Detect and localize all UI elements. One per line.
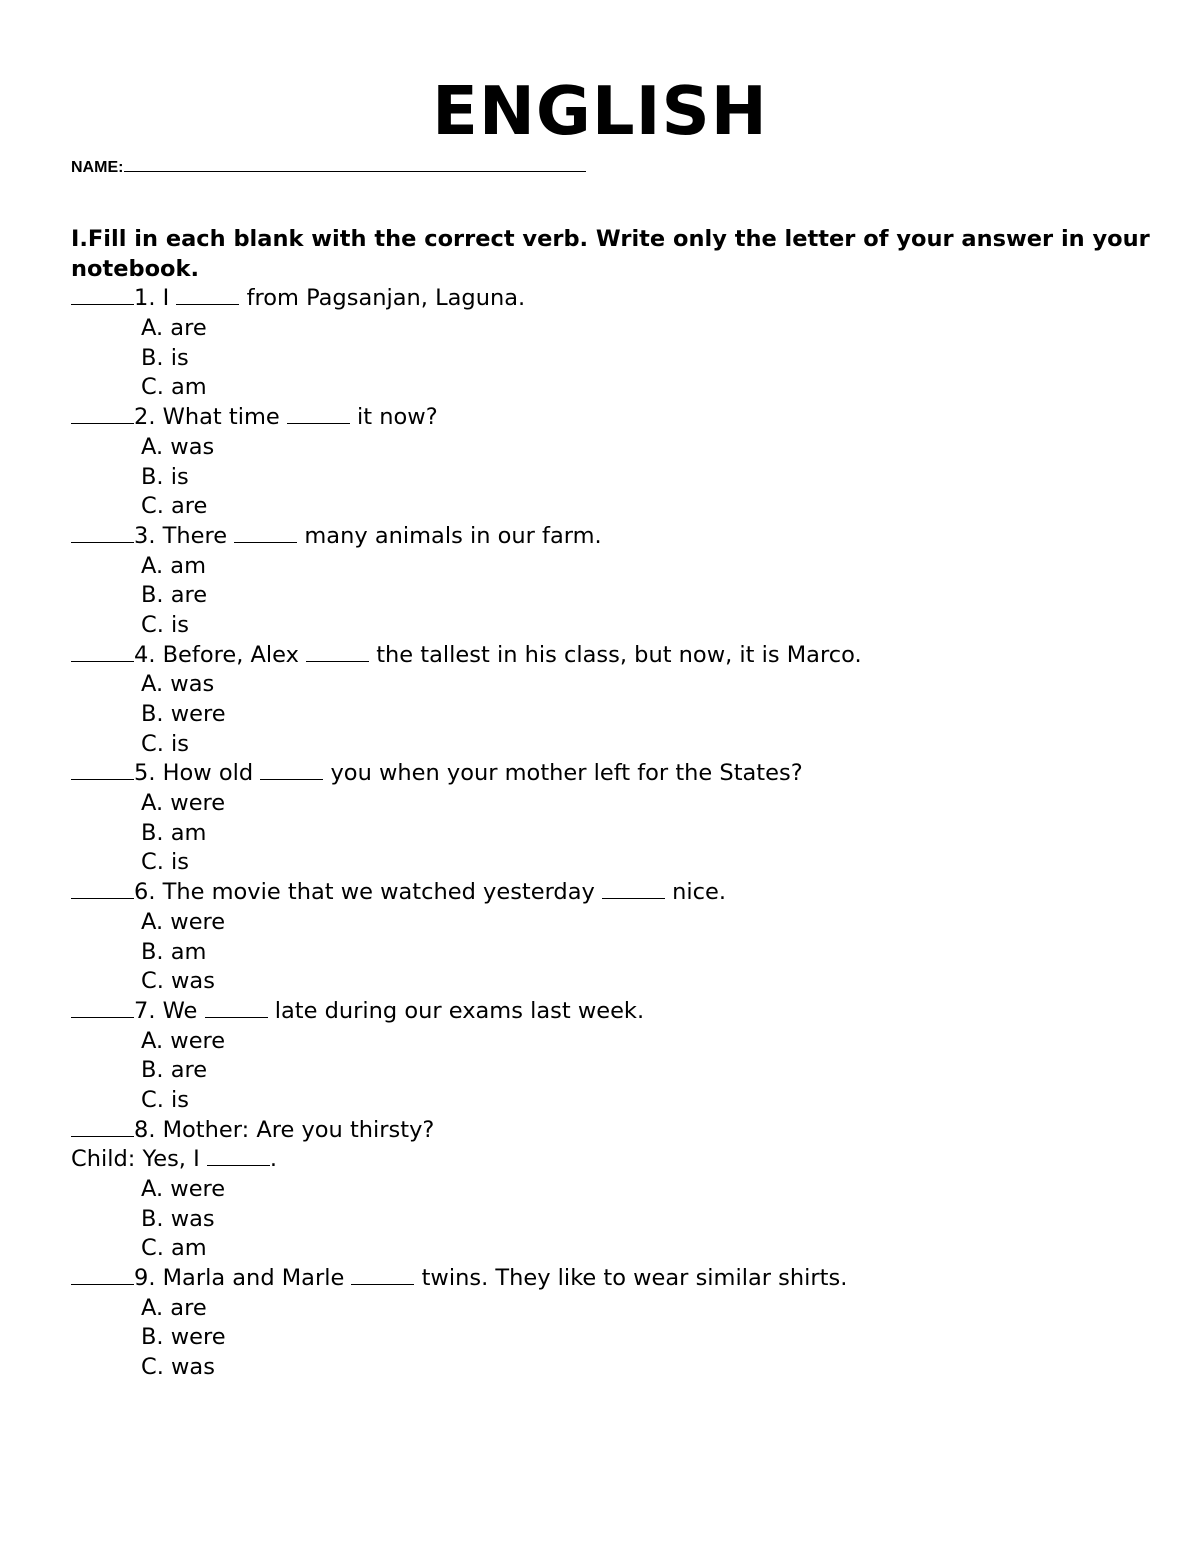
question-5 (71, 759, 1151, 789)
option-c: C. are (141, 493, 208, 520)
fill-blank (351, 1266, 414, 1285)
question-text: What time (162, 404, 280, 431)
option-b: B. are (141, 582, 208, 609)
question-8-child-line (71, 1145, 1151, 1175)
question-text: from Pagsanjan, Laguna. (246, 285, 526, 312)
question-7 (71, 997, 1151, 1027)
name-blank-line[interactable] (124, 155, 586, 172)
option-b: B. is (141, 344, 189, 371)
question-text: Before, Alex (162, 641, 299, 668)
question-text: . (269, 1146, 278, 1173)
page-title: ENGLISH (432, 72, 768, 150)
question-text: twins. They like to wear similar shirts. (421, 1265, 848, 1292)
option-a: A. were (141, 1027, 226, 1054)
option-a: A. were (141, 1176, 226, 1203)
option-a: A. were (141, 908, 226, 935)
question-number: 2. (134, 404, 156, 431)
option-c: C. is (141, 1086, 189, 1113)
name-field (71, 155, 586, 179)
question-number: 6. (134, 879, 156, 906)
option-a: A. am (141, 552, 207, 579)
question-3 (71, 522, 1151, 552)
option-a: A. are (141, 315, 207, 342)
question-text: We (162, 997, 198, 1024)
option-a: A. were (141, 790, 226, 817)
answer-blank[interactable] (71, 761, 134, 780)
option-b: B. was (141, 1205, 215, 1232)
question-text: many animals in our farm. (304, 522, 602, 549)
option-a: A. are (141, 1294, 207, 1321)
question-text: There (162, 522, 228, 549)
question-number: 9. (134, 1265, 156, 1292)
option-c: C. is (141, 849, 189, 876)
answer-blank[interactable] (71, 880, 134, 899)
question-number: 8. (134, 1116, 156, 1143)
option-c: C. am (141, 1235, 207, 1262)
question-text: Marla and Marle (162, 1265, 345, 1292)
option-b: B. am (141, 938, 207, 965)
question-text: Mother: Are you thirsty? (162, 1116, 435, 1143)
question-text: it now? (357, 404, 438, 431)
option-b: B. am (141, 819, 207, 846)
option-c: C. is (141, 611, 189, 638)
question-9 (71, 1264, 1151, 1294)
question-1 (71, 284, 1151, 314)
option-b: B. is (141, 463, 189, 490)
answer-blank[interactable] (71, 1118, 134, 1137)
fill-blank (260, 761, 323, 780)
question-text: I (162, 285, 170, 312)
fill-blank (234, 524, 297, 543)
answer-blank[interactable] (71, 286, 134, 305)
question-text: How old (162, 760, 254, 787)
worksheet-content (71, 225, 1151, 1383)
question-number: 4. (134, 641, 156, 668)
question-text: The movie that we watched yesterday (162, 879, 595, 906)
question-8 (71, 1116, 1151, 1146)
fill-blank (602, 880, 665, 899)
fill-blank (287, 405, 350, 424)
answer-blank[interactable] (71, 1266, 134, 1285)
question-text: Child: Yes, I (71, 1146, 200, 1173)
option-a: A. was (141, 433, 215, 460)
question-text: you when your mother left for the States? (330, 760, 803, 787)
question-number: 1. (134, 285, 156, 312)
answer-blank[interactable] (71, 643, 134, 662)
question-4 (71, 641, 1151, 671)
question-text: late during our exams last week. (274, 997, 645, 1024)
answer-blank[interactable] (71, 524, 134, 543)
fill-blank (207, 1147, 270, 1166)
option-b: B. were (141, 701, 226, 728)
fill-blank (176, 286, 239, 305)
fill-blank (205, 999, 268, 1018)
answer-blank[interactable] (71, 999, 134, 1018)
question-text: nice. (672, 879, 727, 906)
name-label: NAME: (71, 159, 124, 176)
option-c: C. was (141, 968, 215, 995)
question-number: 3. (134, 522, 156, 549)
fill-blank (306, 643, 369, 662)
question-text: the tallest in his class, but now, it is Marco. (376, 641, 862, 668)
option-a: A. was (141, 671, 215, 698)
option-c: C. is (141, 730, 189, 757)
question-number: 5. (134, 760, 156, 787)
option-c: C. am (141, 374, 207, 401)
question-number: 7. (134, 997, 156, 1024)
option-b: B. were (141, 1324, 226, 1351)
instruction-text: I.Fill in each blank with the correct verb. Write only the letter of your answer in your notebook. (71, 226, 1150, 282)
option-b: B. are (141, 1057, 208, 1084)
answer-blank[interactable] (71, 405, 134, 424)
question-6 (71, 878, 1151, 908)
option-c: C. was (141, 1354, 215, 1381)
question-2 (71, 403, 1151, 433)
